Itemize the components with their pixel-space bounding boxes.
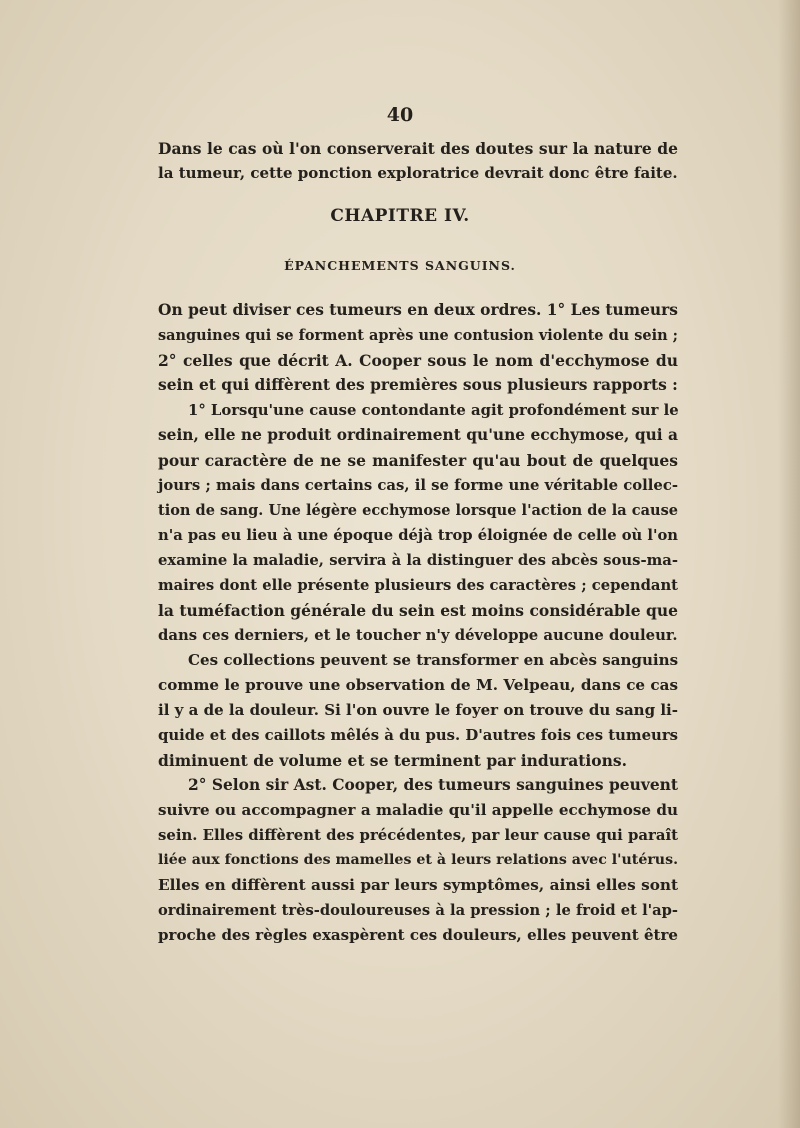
text-line: proche des règles exaspèrent ces douleurs, elles peuvent être bbox=[158, 926, 678, 944]
intro-paragraph bbox=[158, 136, 678, 186]
text-line: dans ces derniers, et le toucher n'y développe aucune douleur. bbox=[158, 627, 678, 644]
chapter-subtitle: ÉPANCHEMENTS SANGUINS. bbox=[284, 258, 516, 273]
text-line: Ces collections peuvent se transformer en abcès sanguins bbox=[188, 651, 679, 669]
text-line: ordinairement très-douloureuses à la pression ; le froid et l'ap- bbox=[158, 902, 678, 919]
body-text bbox=[158, 298, 678, 948]
text-line: Elles en diffèrent aussi par leurs symptômes, ainsi elles sont bbox=[158, 876, 678, 894]
text-line: sein. Elles diffèrent des précédentes, par leur cause qui paraît bbox=[158, 826, 678, 844]
text-line: il y a de la douleur. Si l'on ouvre le foyer on trouve du sang li- bbox=[158, 701, 678, 719]
text-line: tion de sang. Une légère ecchymose lorsque l'action de la cause bbox=[158, 502, 678, 519]
text-line: On peut diviser ces tumeurs en deux ordres. 1° Les tumeurs bbox=[158, 301, 678, 319]
text-line: quide et des caillots mêlés à du pus. D'autres fois ces tumeurs bbox=[158, 727, 678, 744]
text-line: diminuent de volume et se terminent par indurations. bbox=[158, 751, 628, 770]
text-line: n'a pas eu lieu à une époque déjà trop éloignée de celle où l'on bbox=[158, 527, 678, 544]
text-line: sein et qui diffèrent des premières sous plusieurs rapports : bbox=[158, 376, 678, 394]
text-line: pour caractère de ne se manifester qu'au bout de quelques bbox=[158, 451, 678, 470]
text-line: maires dont elle présente plusieurs des caractères ; cependant bbox=[158, 577, 678, 594]
text-line: la tuméfaction générale du sein est moins considérable que bbox=[158, 601, 678, 620]
text-line: jours ; mais dans certains cas, il se forme une véritable collec- bbox=[158, 477, 678, 494]
text-line: comme le prouve une observation de M. Velpeau, dans ce cas bbox=[158, 676, 678, 694]
text-line: sein, elle ne produit ordinairement qu'une ecchymose, qui a bbox=[158, 426, 678, 444]
text-line: sanguines qui se forment après une contusion violente du sein ; bbox=[158, 327, 678, 344]
text-line: examine la maladie, servira à la distinguer des abcès sous-ma- bbox=[158, 552, 678, 569]
text-line: Dans le cas où l'on conserverait des doutes sur la nature de bbox=[158, 139, 678, 158]
text-line: la tumeur, cette ponction exploratrice devrait donc être faite. bbox=[158, 164, 678, 182]
text-line: 2° Selon sir Ast. Cooper, des tumeurs sanguines peuvent bbox=[188, 776, 678, 794]
text-line: liée aux fonctions des mamelles et à leurs relations avec l'utérus. bbox=[158, 852, 678, 868]
text-line: 1° Lorsqu'une cause contondante agit profondément sur le bbox=[188, 402, 679, 419]
text-line: 2° celles que décrit A. Cooper sous le nom d'ecchymose du bbox=[158, 351, 678, 370]
text-line: suivre ou accompagner a maladie qu'il appelle ecchymose du bbox=[158, 801, 678, 819]
chapter-title: CHAPITRE IV. bbox=[330, 206, 470, 226]
page-edge-shadow bbox=[778, 0, 800, 1128]
page-number: 40 bbox=[386, 104, 414, 126]
